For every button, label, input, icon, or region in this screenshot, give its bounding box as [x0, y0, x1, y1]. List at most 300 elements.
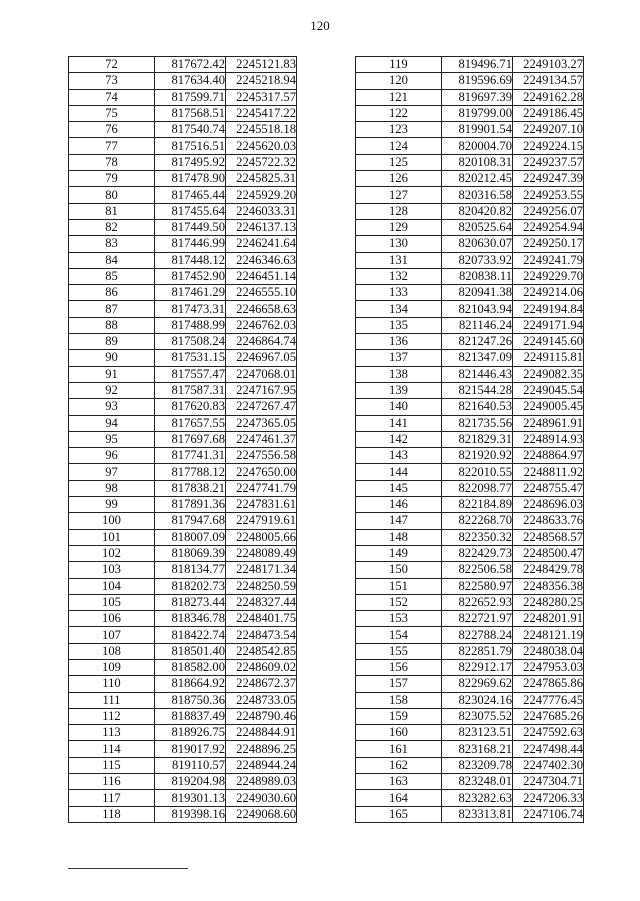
x-coordinate-cell: 817634.40	[155, 73, 226, 89]
y-coordinate-cell: 2248633.76	[513, 513, 584, 529]
table-row	[69, 105, 297, 121]
point-number-cell: 151	[356, 578, 442, 594]
point-number-cell: 76	[69, 122, 155, 138]
y-coordinate-cell: 2248542.85	[226, 643, 297, 659]
table-row	[356, 578, 584, 594]
table-row	[69, 529, 297, 545]
x-coordinate-cell: 818837.49	[155, 708, 226, 724]
table-row	[356, 138, 584, 154]
point-number-cell: 127	[356, 187, 442, 203]
point-number-cell: 81	[69, 203, 155, 219]
y-coordinate-cell: 2249207.10	[513, 122, 584, 138]
point-number-cell: 85	[69, 268, 155, 284]
point-number-cell: 163	[356, 774, 442, 790]
x-coordinate-cell: 818134.77	[155, 562, 226, 578]
table-row	[69, 643, 297, 659]
x-coordinate-cell: 818273.44	[155, 594, 226, 610]
x-coordinate-cell: 820630.07	[442, 236, 513, 252]
y-coordinate-cell: 2247685.26	[513, 708, 584, 724]
table-row	[356, 659, 584, 675]
x-coordinate-cell: 817697.68	[155, 431, 226, 447]
x-coordinate-cell: 817508.24	[155, 334, 226, 350]
y-coordinate-cell: 2247919.61	[226, 513, 297, 529]
y-coordinate-cell: 2248733.05	[226, 692, 297, 708]
y-coordinate-cell: 2247650.00	[226, 464, 297, 480]
y-coordinate-cell: 2248896.25	[226, 741, 297, 757]
table-row	[356, 187, 584, 203]
point-number-cell: 138	[356, 366, 442, 382]
x-coordinate-cell: 820212.45	[442, 171, 513, 187]
table-row	[69, 806, 297, 822]
y-coordinate-cell: 2248672.37	[226, 676, 297, 692]
x-coordinate-cell: 818664.92	[155, 676, 226, 692]
point-number-cell: 124	[356, 138, 442, 154]
point-number-cell: 86	[69, 285, 155, 301]
y-coordinate-cell: 2247776.45	[513, 692, 584, 708]
table-row	[356, 562, 584, 578]
point-number-cell: 156	[356, 659, 442, 675]
point-number-cell: 148	[356, 529, 442, 545]
x-coordinate-cell: 818926.75	[155, 725, 226, 741]
x-coordinate-cell: 823024.16	[442, 692, 513, 708]
point-number-cell: 159	[356, 708, 442, 724]
table-row	[69, 236, 297, 252]
x-coordinate-cell: 821640.53	[442, 399, 513, 415]
y-coordinate-cell: 2245929.20	[226, 187, 297, 203]
table-row	[356, 203, 584, 219]
table-row	[69, 692, 297, 708]
point-number-cell: 102	[69, 545, 155, 561]
point-number-cell: 72	[69, 57, 155, 73]
y-coordinate-cell: 2249171.94	[513, 317, 584, 333]
y-coordinate-cell: 2248356.38	[513, 578, 584, 594]
x-coordinate-cell: 817446.99	[155, 236, 226, 252]
point-number-cell: 79	[69, 171, 155, 187]
point-number-cell: 142	[356, 431, 442, 447]
x-coordinate-cell: 817657.55	[155, 415, 226, 431]
table-row	[69, 252, 297, 268]
coordinates-table-right	[355, 56, 584, 823]
x-coordinate-cell: 822184.89	[442, 497, 513, 513]
table-row	[69, 399, 297, 415]
y-coordinate-cell: 2249162.28	[513, 89, 584, 105]
y-coordinate-cell: 2249103.27	[513, 57, 584, 73]
table-row	[69, 480, 297, 496]
x-coordinate-cell: 817478.90	[155, 171, 226, 187]
y-coordinate-cell: 2248280.25	[513, 594, 584, 610]
point-number-cell: 162	[356, 757, 442, 773]
point-number-cell: 145	[356, 480, 442, 496]
table-row	[356, 252, 584, 268]
y-coordinate-cell: 2248401.75	[226, 611, 297, 627]
point-number-cell: 107	[69, 627, 155, 643]
y-coordinate-cell: 2246033.31	[226, 203, 297, 219]
table-row	[69, 382, 297, 398]
point-number-cell: 106	[69, 611, 155, 627]
point-number-cell: 121	[356, 89, 442, 105]
point-number-cell: 144	[356, 464, 442, 480]
point-number-cell: 100	[69, 513, 155, 529]
y-coordinate-cell: 2249115.81	[513, 350, 584, 366]
point-number-cell: 75	[69, 105, 155, 121]
point-number-cell: 90	[69, 350, 155, 366]
x-coordinate-cell: 820838.11	[442, 268, 513, 284]
y-coordinate-cell: 2246967.05	[226, 350, 297, 366]
x-coordinate-cell: 823075.52	[442, 708, 513, 724]
table-row	[69, 366, 297, 382]
table-row	[69, 708, 297, 724]
table-row	[356, 774, 584, 790]
x-coordinate-cell: 822350.32	[442, 529, 513, 545]
x-coordinate-cell: 819901.54	[442, 122, 513, 138]
table-row	[356, 529, 584, 545]
table-row	[356, 497, 584, 513]
point-number-cell: 97	[69, 464, 155, 480]
y-coordinate-cell: 2248989.03	[226, 774, 297, 790]
table-row	[69, 741, 297, 757]
point-number-cell: 89	[69, 334, 155, 350]
x-coordinate-cell: 820004.70	[442, 138, 513, 154]
table-row	[356, 643, 584, 659]
table-row	[69, 448, 297, 464]
x-coordinate-cell: 819496.71	[442, 57, 513, 73]
point-number-cell: 78	[69, 154, 155, 170]
point-number-cell: 140	[356, 399, 442, 415]
y-coordinate-cell: 2246451.14	[226, 268, 297, 284]
x-coordinate-cell: 822098.77	[442, 480, 513, 496]
table-row	[69, 187, 297, 203]
x-coordinate-cell: 821043.94	[442, 301, 513, 317]
x-coordinate-cell: 823209.78	[442, 757, 513, 773]
x-coordinate-cell: 817557.47	[155, 366, 226, 382]
point-number-cell: 143	[356, 448, 442, 464]
table-row	[69, 790, 297, 806]
x-coordinate-cell: 818750.36	[155, 692, 226, 708]
table-row	[69, 57, 297, 73]
y-coordinate-cell: 2249247.39	[513, 171, 584, 187]
x-coordinate-cell: 817741.31	[155, 448, 226, 464]
y-coordinate-cell: 2248171.34	[226, 562, 297, 578]
y-coordinate-cell: 2247304.71	[513, 774, 584, 790]
x-coordinate-cell: 821347.09	[442, 350, 513, 366]
point-number-cell: 87	[69, 301, 155, 317]
x-coordinate-cell: 821446.43	[442, 366, 513, 382]
x-coordinate-cell: 823248.01	[442, 774, 513, 790]
table-row	[356, 627, 584, 643]
y-coordinate-cell: 2248327.44	[226, 594, 297, 610]
table-row	[356, 399, 584, 415]
x-coordinate-cell: 819301.13	[155, 790, 226, 806]
x-coordinate-cell: 817568.51	[155, 105, 226, 121]
x-coordinate-cell: 818501.40	[155, 643, 226, 659]
point-number-cell: 94	[69, 415, 155, 431]
y-coordinate-cell: 2249082.35	[513, 366, 584, 382]
y-coordinate-cell: 2248005.66	[226, 529, 297, 545]
y-coordinate-cell: 2249194.84	[513, 301, 584, 317]
point-number-cell: 123	[356, 122, 442, 138]
y-coordinate-cell: 2248790.46	[226, 708, 297, 724]
y-coordinate-cell: 2245317.57	[226, 89, 297, 105]
y-coordinate-cell: 2249237.57	[513, 154, 584, 170]
y-coordinate-cell: 2247592.63	[513, 725, 584, 741]
table-row	[69, 138, 297, 154]
x-coordinate-cell: 819799.00	[442, 105, 513, 121]
y-coordinate-cell: 2247865.86	[513, 676, 584, 692]
table-row	[356, 806, 584, 822]
table-row	[356, 382, 584, 398]
point-number-cell: 125	[356, 154, 442, 170]
point-number-cell: 160	[356, 725, 442, 741]
x-coordinate-cell: 817672.42	[155, 57, 226, 73]
y-coordinate-cell: 2248201.91	[513, 611, 584, 627]
point-number-cell: 128	[356, 203, 442, 219]
point-number-cell: 103	[69, 562, 155, 578]
point-number-cell: 153	[356, 611, 442, 627]
table-row	[69, 497, 297, 513]
y-coordinate-cell: 2248961.91	[513, 415, 584, 431]
point-number-cell: 155	[356, 643, 442, 659]
table-row	[356, 708, 584, 724]
table-row	[356, 725, 584, 741]
point-number-cell: 130	[356, 236, 442, 252]
table-row	[356, 285, 584, 301]
table-row	[356, 676, 584, 692]
y-coordinate-cell: 2245518.18	[226, 122, 297, 138]
table-row	[69, 725, 297, 741]
x-coordinate-cell: 818346.78	[155, 611, 226, 627]
y-coordinate-cell: 2245218.94	[226, 73, 297, 89]
table-row	[69, 562, 297, 578]
y-coordinate-cell: 2247206.33	[513, 790, 584, 806]
x-coordinate-cell: 817788.12	[155, 464, 226, 480]
y-coordinate-cell: 2249254.94	[513, 219, 584, 235]
y-coordinate-cell: 2249256.07	[513, 203, 584, 219]
x-coordinate-cell: 821920.92	[442, 448, 513, 464]
x-coordinate-cell: 817449.50	[155, 219, 226, 235]
table-row	[356, 57, 584, 73]
point-number-cell: 82	[69, 219, 155, 235]
x-coordinate-cell: 822788.24	[442, 627, 513, 643]
table-row	[69, 334, 297, 350]
table-row	[69, 676, 297, 692]
point-number-cell: 114	[69, 741, 155, 757]
point-number-cell: 95	[69, 431, 155, 447]
point-number-cell: 84	[69, 252, 155, 268]
point-number-cell: 133	[356, 285, 442, 301]
y-coordinate-cell: 2248473.54	[226, 627, 297, 643]
point-number-cell: 88	[69, 317, 155, 333]
table-row	[356, 594, 584, 610]
x-coordinate-cell: 820420.82	[442, 203, 513, 219]
table-row	[356, 415, 584, 431]
y-coordinate-cell: 2245121.83	[226, 57, 297, 73]
y-coordinate-cell: 2248844.91	[226, 725, 297, 741]
table-row	[356, 611, 584, 627]
x-coordinate-cell: 820941.38	[442, 285, 513, 301]
x-coordinate-cell: 822652.93	[442, 594, 513, 610]
table-row	[356, 741, 584, 757]
point-number-cell: 150	[356, 562, 442, 578]
y-coordinate-cell: 2247953.03	[513, 659, 584, 675]
x-coordinate-cell: 818069.39	[155, 545, 226, 561]
y-coordinate-cell: 2249045.54	[513, 382, 584, 398]
table-row	[69, 774, 297, 790]
x-coordinate-cell: 817448.12	[155, 252, 226, 268]
table-row	[69, 89, 297, 105]
x-coordinate-cell: 822010.55	[442, 464, 513, 480]
y-coordinate-cell: 2246137.13	[226, 219, 297, 235]
table-row	[69, 268, 297, 284]
table-row	[356, 171, 584, 187]
table-row	[69, 415, 297, 431]
y-coordinate-cell: 2247365.05	[226, 415, 297, 431]
x-coordinate-cell: 821544.28	[442, 382, 513, 398]
table-row	[356, 464, 584, 480]
table-row	[356, 219, 584, 235]
y-coordinate-cell: 2247167.95	[226, 382, 297, 398]
y-coordinate-cell: 2249224.15	[513, 138, 584, 154]
point-number-cell: 141	[356, 415, 442, 431]
table-row	[69, 203, 297, 219]
point-number-cell: 105	[69, 594, 155, 610]
x-coordinate-cell: 819596.69	[442, 73, 513, 89]
point-number-cell: 137	[356, 350, 442, 366]
table-row	[356, 122, 584, 138]
x-coordinate-cell: 817838.21	[155, 480, 226, 496]
table-row	[69, 757, 297, 773]
y-coordinate-cell: 2248121.19	[513, 627, 584, 643]
table-row	[69, 464, 297, 480]
y-coordinate-cell: 2248038.04	[513, 643, 584, 659]
y-coordinate-cell: 2247831.61	[226, 497, 297, 513]
y-coordinate-cell: 2247068.01	[226, 366, 297, 382]
point-number-cell: 74	[69, 89, 155, 105]
x-coordinate-cell: 817461.29	[155, 285, 226, 301]
point-number-cell: 96	[69, 448, 155, 464]
table-row	[356, 268, 584, 284]
x-coordinate-cell: 821735.56	[442, 415, 513, 431]
x-coordinate-cell: 817455.64	[155, 203, 226, 219]
point-number-cell: 115	[69, 757, 155, 773]
y-coordinate-cell: 2248696.03	[513, 497, 584, 513]
table-row	[356, 334, 584, 350]
x-coordinate-cell: 817587.31	[155, 382, 226, 398]
x-coordinate-cell: 822969.62	[442, 676, 513, 692]
y-coordinate-cell: 2249068.60	[226, 806, 297, 822]
point-number-cell: 158	[356, 692, 442, 708]
x-coordinate-cell: 823168.21	[442, 741, 513, 757]
y-coordinate-cell: 2249145.60	[513, 334, 584, 350]
x-coordinate-cell: 822851.79	[442, 643, 513, 659]
y-coordinate-cell: 2249214.06	[513, 285, 584, 301]
y-coordinate-cell: 2248914.93	[513, 431, 584, 447]
x-coordinate-cell: 823123.51	[442, 725, 513, 741]
point-number-cell: 139	[356, 382, 442, 398]
table-row	[69, 578, 297, 594]
y-coordinate-cell: 2248609.02	[226, 659, 297, 675]
table-row	[69, 154, 297, 170]
y-coordinate-cell: 2246762.03	[226, 317, 297, 333]
y-coordinate-cell: 2246658.63	[226, 301, 297, 317]
y-coordinate-cell: 2249250.17	[513, 236, 584, 252]
point-number-cell: 165	[356, 806, 442, 822]
table-row	[356, 790, 584, 806]
point-number-cell: 134	[356, 301, 442, 317]
x-coordinate-cell: 820108.31	[442, 154, 513, 170]
y-coordinate-cell: 2249229.70	[513, 268, 584, 284]
table-row	[69, 594, 297, 610]
y-coordinate-cell: 2249030.60	[226, 790, 297, 806]
x-coordinate-cell: 821829.31	[442, 431, 513, 447]
table-row	[356, 350, 584, 366]
x-coordinate-cell: 822429.73	[442, 545, 513, 561]
table-row	[69, 627, 297, 643]
point-number-cell: 146	[356, 497, 442, 513]
y-coordinate-cell: 2248568.57	[513, 529, 584, 545]
table-row	[69, 171, 297, 187]
x-coordinate-cell: 818007.09	[155, 529, 226, 545]
x-coordinate-cell: 818582.00	[155, 659, 226, 675]
y-coordinate-cell: 2248429.78	[513, 562, 584, 578]
point-number-cell: 135	[356, 317, 442, 333]
y-coordinate-cell: 2247741.79	[226, 480, 297, 496]
y-coordinate-cell: 2245620.03	[226, 138, 297, 154]
x-coordinate-cell: 818202.73	[155, 578, 226, 594]
x-coordinate-cell: 819697.39	[442, 89, 513, 105]
point-number-cell: 154	[356, 627, 442, 643]
point-number-cell: 77	[69, 138, 155, 154]
y-coordinate-cell: 2247106.74	[513, 806, 584, 822]
table-row	[356, 89, 584, 105]
x-coordinate-cell: 822912.17	[442, 659, 513, 675]
table-row	[356, 366, 584, 382]
point-number-cell: 118	[69, 806, 155, 822]
x-coordinate-cell: 822268.70	[442, 513, 513, 529]
point-number-cell: 120	[356, 73, 442, 89]
table-row	[69, 513, 297, 529]
point-number-cell: 83	[69, 236, 155, 252]
coordinates-table-left	[68, 56, 297, 823]
x-coordinate-cell: 819017.92	[155, 741, 226, 757]
x-coordinate-cell: 822506.58	[442, 562, 513, 578]
point-number-cell: 116	[69, 774, 155, 790]
page-number: 120	[310, 18, 330, 33]
x-coordinate-cell: 820525.64	[442, 219, 513, 235]
y-coordinate-cell: 2247498.44	[513, 741, 584, 757]
y-coordinate-cell: 2248500.47	[513, 545, 584, 561]
point-number-cell: 126	[356, 171, 442, 187]
table-row	[69, 431, 297, 447]
x-coordinate-cell: 819204.98	[155, 774, 226, 790]
table-row	[69, 611, 297, 627]
x-coordinate-cell: 817465.44	[155, 187, 226, 203]
table-row	[69, 659, 297, 675]
table-row	[69, 285, 297, 301]
table-row	[356, 513, 584, 529]
x-coordinate-cell: 817947.68	[155, 513, 226, 529]
table-row	[356, 692, 584, 708]
x-coordinate-cell: 822580.97	[442, 578, 513, 594]
x-coordinate-cell: 819398.16	[155, 806, 226, 822]
point-number-cell: 131	[356, 252, 442, 268]
y-coordinate-cell: 2246555.10	[226, 285, 297, 301]
x-coordinate-cell: 817620.83	[155, 399, 226, 415]
y-coordinate-cell: 2248089.49	[226, 545, 297, 561]
point-number-cell: 129	[356, 219, 442, 235]
x-coordinate-cell: 820316.58	[442, 187, 513, 203]
point-number-cell: 119	[356, 57, 442, 73]
table-row	[69, 73, 297, 89]
